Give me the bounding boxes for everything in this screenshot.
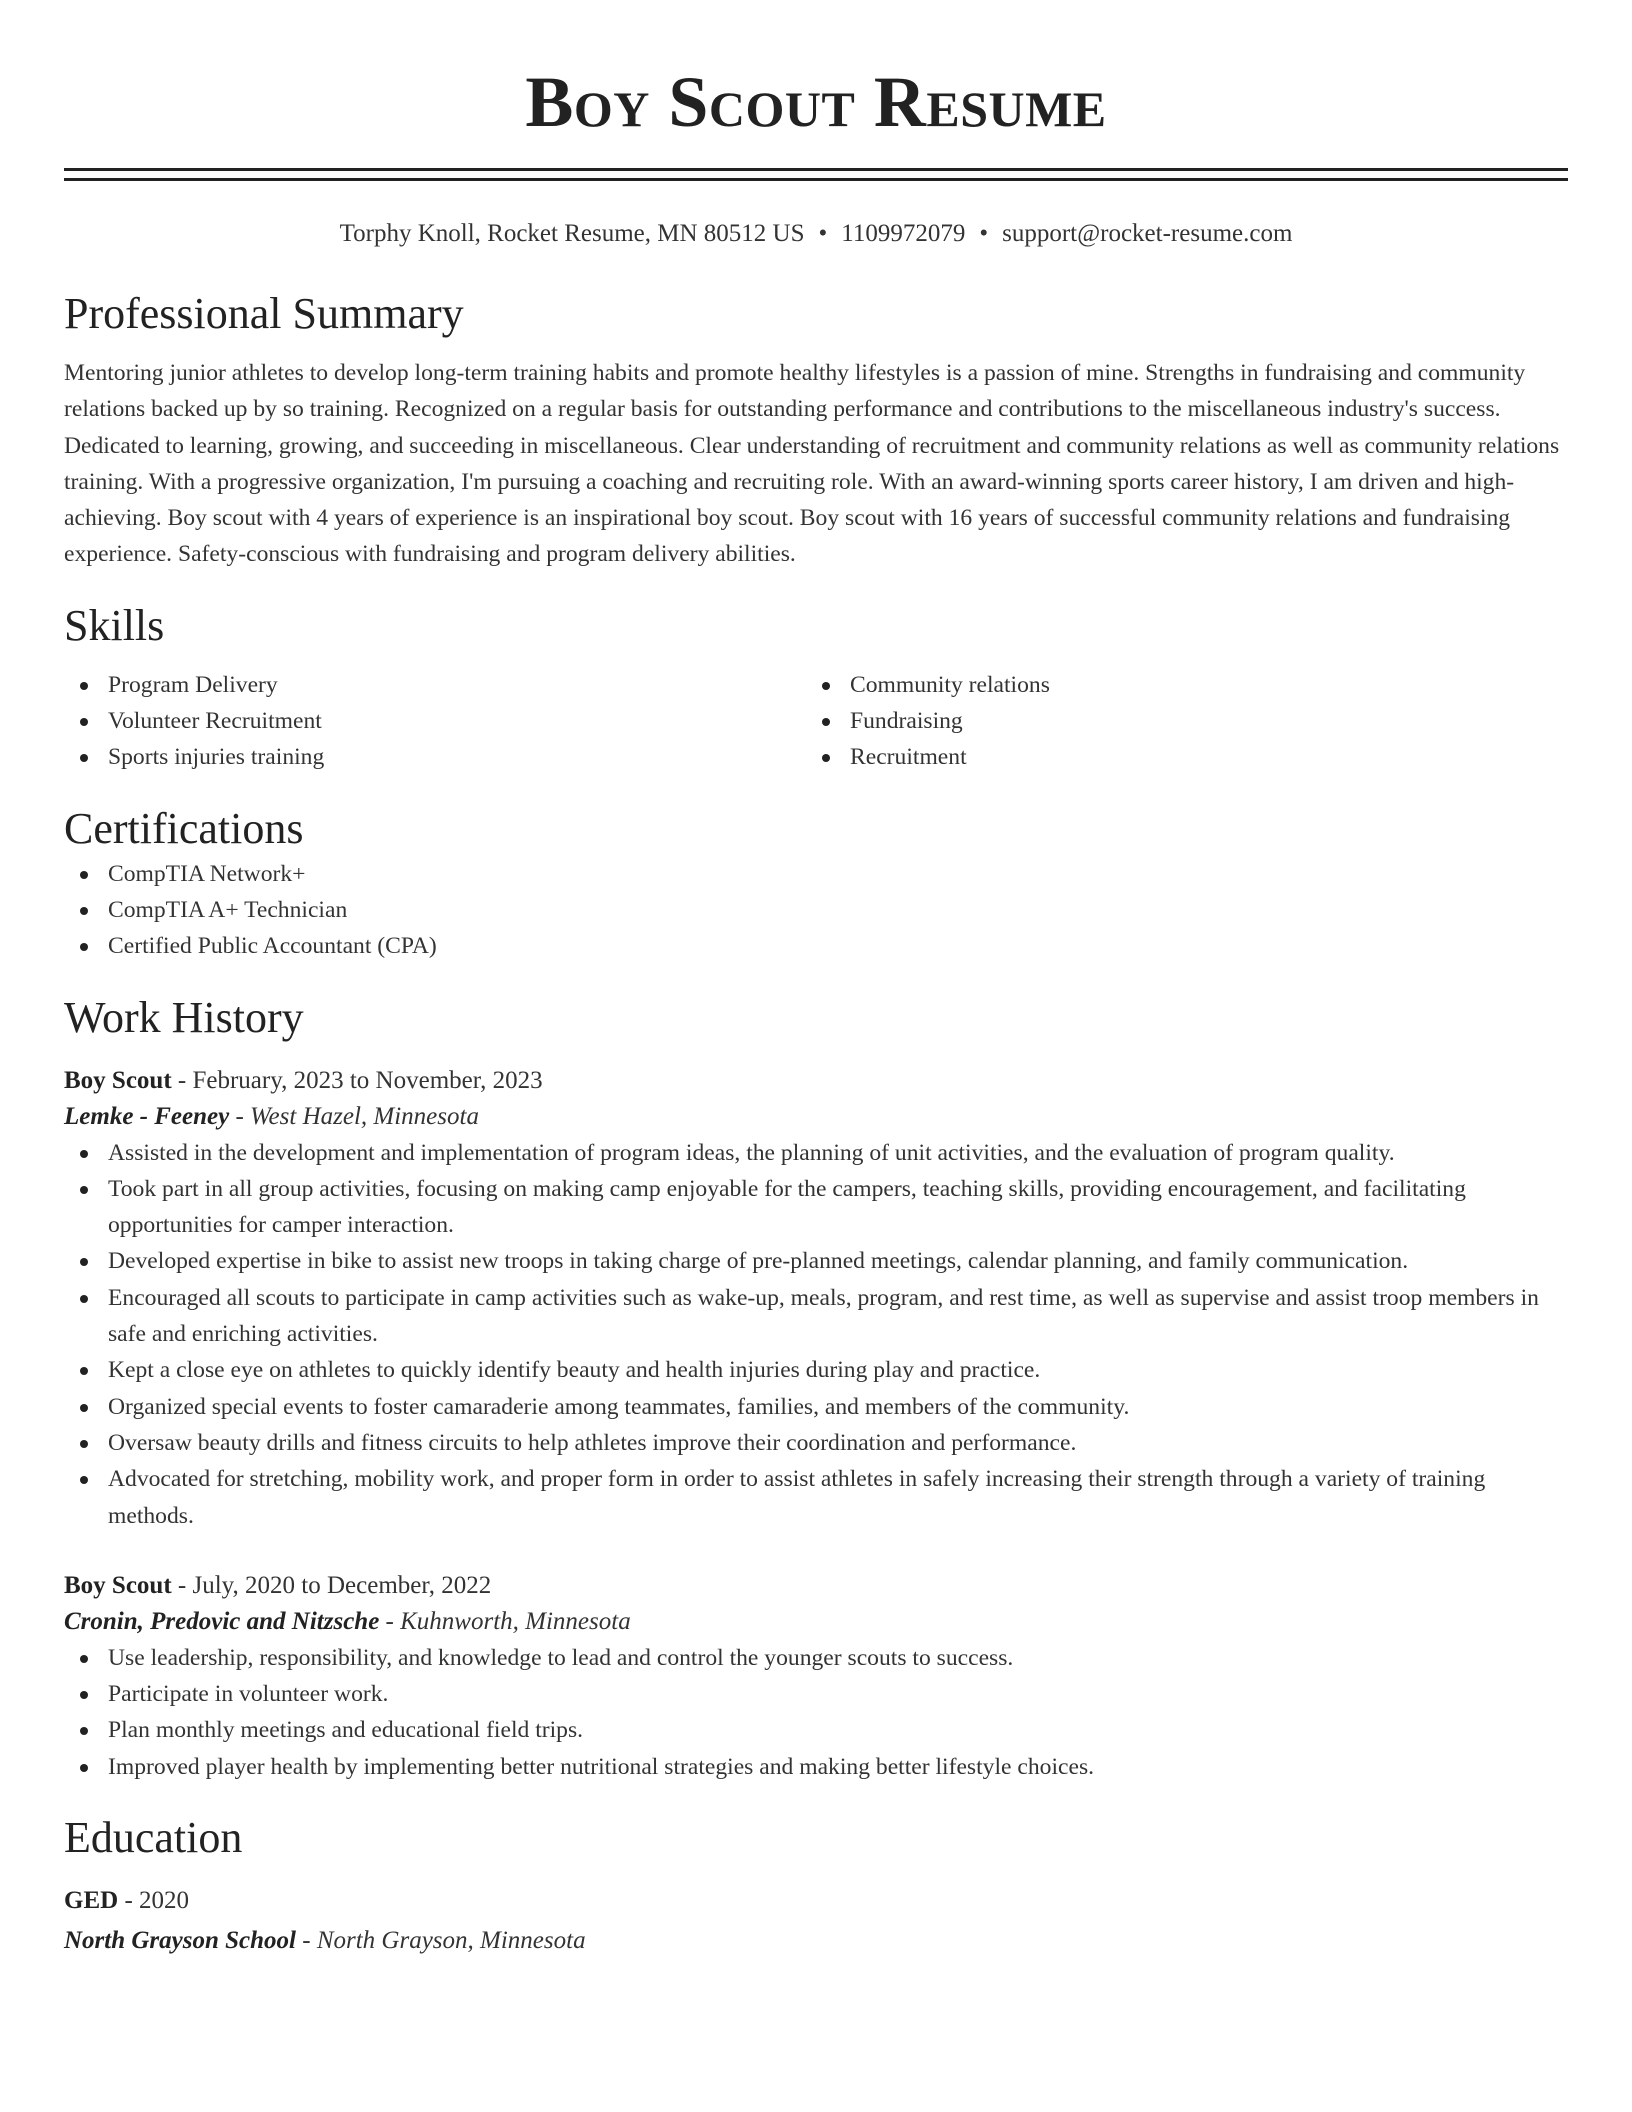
skill-item: Fundraising	[806, 703, 1548, 739]
job-duty-item: Kept a close eye on athletes to quickly identify beauty and health injuries during play and practice.	[64, 1352, 1568, 1388]
summary-text: Mentoring junior athletes to develop long-term training habits and promote healthy lifestyles is a passion of mine. Strengths in fundraising and community relations backed up by so training. Recognized on a regular basis for outstanding performance and contributions to the miscellaneous industry's success. Dedicated to learning, growing, and succeeding in miscellaneous. Clear understanding of recruitment and community relations as well as community relations training. With a progressive organization, I'm pursuing a coaching and recruiting role. With an award-winning sports career history, I am driven and high-achieving. Boy scout with 4 years of experience is an inspirational boy scout. Boy scout with 16 years of successful community relations and fundraising experience. Safety-conscious with fundraising and program delivery abilities.	[64, 360, 1560, 568]
job-role: Boy Scout	[64, 1571, 172, 1599]
contact-separator: •	[818, 220, 828, 247]
job-employer: Cronin, Predovic and Nitzsche	[64, 1607, 380, 1635]
job-duty-item: Organized special events to foster camaraderie among teammates, families, and members of the community.	[64, 1389, 1568, 1425]
certifications-section	[64, 802, 1568, 965]
job-header: Boy Scout - July, 2020 to December, 2022	[64, 1571, 492, 1599]
certification-item: CompTIA Network+	[64, 856, 1568, 892]
job-duties-list	[64, 1135, 1568, 1534]
skill-item: Sports injuries training	[64, 739, 806, 775]
summary-heading: Professional Summary	[64, 289, 464, 338]
skills-list-left	[64, 667, 806, 776]
contact-address: Torphy Knoll, Rocket Resume, MN 80512 US	[339, 220, 805, 247]
certifications-heading: Certifications	[64, 803, 304, 853]
certification-item: CompTIA A+ Technician	[64, 892, 1568, 928]
job-dates: February, 2023 to November, 2023	[192, 1066, 543, 1094]
job-duties-list	[64, 1640, 1568, 1785]
skills-section	[64, 599, 1568, 776]
skill-item: Community relations	[806, 667, 1548, 703]
job-role: Boy Scout	[64, 1066, 172, 1094]
job-duty-item: Assisted in the development and implementation of program ideas, the planning of unit activities, and the evaluation of program quality.	[64, 1135, 1568, 1171]
page-title: Boy Scout Resume	[525, 62, 1107, 142]
education-degree: GED	[64, 1887, 119, 1915]
contact-email: support@rocket-resume.com	[1002, 220, 1293, 247]
contact-line	[64, 217, 1568, 251]
title-divider-bottom	[64, 178, 1568, 181]
skill-item: Recruitment	[806, 739, 1548, 775]
education-section	[64, 1811, 1568, 1959]
job-dates: July, 2020 to December, 2022	[192, 1571, 492, 1599]
job-duty-item: Advocated for stretching, mobility work, and proper form in order to assist athletes in safely increasing their strength through a variety of training methods.	[64, 1461, 1568, 1534]
job-duty-item: Plan monthly meetings and educational field trips.	[64, 1712, 1568, 1748]
job-entry	[64, 1063, 1568, 1534]
job-duty-item: Oversaw beauty drills and fitness circuits to help athletes improve their coordination and performance.	[64, 1425, 1568, 1461]
work-history-section	[64, 991, 1568, 1785]
resume-page	[64, 0, 1568, 1959]
job-location: West Hazel, Minnesota	[250, 1102, 479, 1130]
contact-separator: •	[979, 220, 989, 247]
job-duty-item: Developed expertise in bike to assist new troops in taking charge of pre-planned meetings, calendar planning, and family communication.	[64, 1243, 1568, 1279]
title-divider-top	[64, 168, 1568, 171]
contact-phone: 1109972079	[841, 220, 966, 247]
education-school-line: North Grayson School - North Grayson, Minnesota	[64, 1927, 586, 1955]
job-duty-item: Use leadership, responsibility, and knowledge to lead and control the younger scouts to success.	[64, 1640, 1568, 1676]
education-heading: Education	[64, 1813, 243, 1863]
job-employer-line: Cronin, Predovic and Nitzsche - Kuhnworth, Minnesota	[64, 1607, 631, 1635]
skill-item: Program Delivery	[64, 667, 806, 703]
job-employer-line: Lemke - Feeney - West Hazel, Minnesota	[64, 1102, 479, 1130]
skill-item: Volunteer Recruitment	[64, 703, 806, 739]
job-duty-item: Encouraged all scouts to participate in camp activities such as wake-up, meals, program, and rest time, as well as supervise and assist troop members in safe and enriching activities.	[64, 1280, 1568, 1353]
job-duty-item: Participate in volunteer work.	[64, 1676, 1568, 1712]
job-duty-item: Took part in all group activities, focusing on making camp enjoyable for the campers, teaching skills, providing encouragement, and facilitating opportunities for camper interaction.	[64, 1171, 1568, 1244]
job-header: Boy Scout - February, 2023 to November, 2023	[64, 1066, 543, 1094]
skills-columns	[64, 667, 1568, 776]
education-school: North Grayson School	[64, 1927, 296, 1955]
work-history-heading: Work History	[64, 992, 304, 1042]
education-location: North Grayson, Minnesota	[316, 1927, 586, 1955]
job-location: Kuhnworth, Minnesota	[400, 1607, 631, 1635]
job-employer: Lemke - Feeney	[64, 1102, 230, 1130]
certification-item: Certified Public Accountant (CPA)	[64, 928, 1568, 964]
skills-list-right	[806, 667, 1548, 776]
job-duty-item: Improved player health by implementing better nutritional strategies and making better lifestyle choices.	[64, 1749, 1568, 1785]
certifications-list	[64, 856, 1568, 965]
job-entry	[64, 1568, 1568, 1785]
education-header: GED - 2020	[64, 1887, 190, 1915]
education-year: 2020	[139, 1887, 190, 1915]
skills-heading: Skills	[64, 600, 165, 650]
summary-section	[64, 287, 1568, 573]
